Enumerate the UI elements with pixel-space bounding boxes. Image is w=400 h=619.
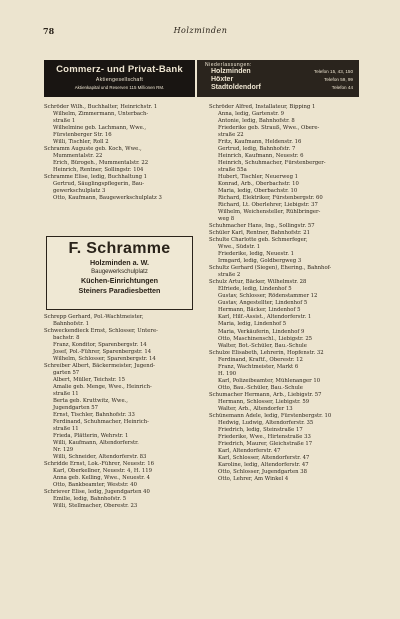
directory-entry: Wilhelm, Zimmermann, Unterbach-: [53, 111, 149, 118]
page-number: 78: [43, 26, 55, 36]
directory-entry: Jugendgarten 57: [53, 405, 99, 412]
directory-entry: Heinrich, Rentner, Sollingstr. 104: [53, 167, 144, 174]
directory-entry: Hermann, Bäcker, Lindenhof 5: [218, 307, 301, 314]
directory-entry: Wilhelmine geb. Lachmann, Wwe.,: [53, 125, 147, 132]
directory-entry: straße 2: [218, 272, 241, 279]
directory-entry: Konrad, Arb., Oberbachstr. 10: [218, 181, 299, 188]
directory-entry: Josef, Pol.-Führer, Sparenbergstr. 14: [53, 349, 152, 356]
directory-entry: Otto, Lehrer, Am Winkel 4: [218, 475, 289, 482]
directory-entry: Franz, Wachtmeister, Markt 6: [218, 363, 299, 370]
schramme-advertisement: [46, 236, 193, 310]
directory-entry: Hubert, Tischler, Neuerweg 1: [218, 174, 299, 181]
directory-entry: straße 1: [53, 118, 76, 125]
directory-entry: Schreiber Albert, Bäckermeister, Jugend-: [44, 363, 155, 370]
directory-entry: Karl, Polizeibeamter, Mühlenanger 10: [218, 377, 321, 384]
directory-entry: Schüler Karl, Rentner, Bahnhofstr. 21: [209, 230, 311, 237]
directory-entry: bachstr. 8: [53, 335, 80, 342]
directory-entry: Nr. 129: [53, 447, 74, 454]
directory-entry: Berta geb. Kruttwitz, Wwe.,: [53, 398, 128, 405]
right-column: [209, 104, 362, 483]
directory-entry: Willi, Kaufmann, Altendorferstr.: [53, 440, 139, 447]
directory-entry: Karl, Schlosser, Altendorferstr. 47: [218, 454, 310, 461]
directory-entry: Schulte Charlotte geb. Schmerfeger,: [209, 237, 308, 244]
bank-subtitle: Aktiengesellschaft: [95, 77, 144, 83]
branch-city: Holzminden: [211, 68, 251, 75]
directory-entry: Fritz, Kaufmann, Heldenstr. 16: [218, 139, 302, 146]
bank-advertisement: [44, 60, 359, 97]
directory-entry: garten 57: [53, 370, 80, 377]
page-header: [43, 26, 358, 36]
directory-entry: Karl, Oberkellner, Neuestr. 4, H. 119: [53, 468, 153, 475]
directory-entry: Friedrich, ledig, Steinstraße 17: [218, 426, 303, 433]
directory-entry: Richard, Lt. Oberlehrer, Liebigstr. 37: [218, 202, 318, 209]
directory-entry: Schramme Elise, ledig, Buchhaltung 1: [44, 174, 148, 181]
directory-entry: Willi, Tischler, Roll 2: [53, 139, 109, 146]
directory-entry: Schrepp Gerhard, Pol.-Wachtmeister,: [44, 314, 144, 320]
directory-entry: Schulz Artur, Bäcker, Wilhelmstr. 28: [209, 279, 307, 286]
branch-telephone: Telefon 15, 43, 150: [313, 69, 353, 74]
directory-entry: Ernst, Tischler, Bahnhofstr. 33: [53, 412, 135, 419]
directory-entry: straße 11: [53, 391, 79, 398]
directory-entry: Schweckendieck Ernst, Schlosser, Untere-: [44, 328, 158, 335]
directory-entry: Bahnhofstr. 1: [53, 321, 89, 328]
branch-city: Höxter: [211, 76, 234, 83]
directory-entry: Heinrich, Kaufmann, Neuestr. 6: [218, 153, 304, 160]
directory-entry: gewerkschulplatz 3: [53, 188, 106, 195]
directory-entry: Elfriede, ledig, Lindenhof 5: [218, 286, 292, 293]
directory-entry: Schuhmacher Hans, Ing., Sollingstr. 57: [209, 223, 315, 230]
directory-entry: Erich, Bürogeh., Mummentalstr. 22: [53, 160, 149, 167]
directory-entry: Amalie geb. Menge, Wwe., Heinrich-: [53, 384, 152, 391]
directory-entry: Otto, Maschinenschl., Liebigstr. 25: [218, 335, 313, 342]
directory-entry: Fürstenberger Str. 16: [53, 132, 112, 139]
directory-entry: Schriever Elise, ledig, Jugendgarten 40: [44, 489, 150, 496]
branch-row: [205, 76, 353, 84]
directory-entry: straße 22: [218, 132, 244, 139]
directory-entry: Maria, ledig, Lindenhof 5: [218, 321, 287, 328]
directory-entry: Maria, Verkäuferin, Lindenhof 9: [218, 328, 305, 335]
directory-entry: Schridde Ernst, Lok.-Führer, Neuestr. 16: [44, 461, 154, 468]
directory-entry: Walter, Bot.-Schüler, Bau.-Schule: [218, 342, 307, 349]
directory-entry: Schultz Gerhard (Siegen), Ehering., Bahnhof-: [209, 265, 332, 272]
left-column-top: [44, 104, 194, 202]
branch-city: Stadtoldendorf: [211, 84, 261, 91]
directory-entry: Frieda, Plätterin, Wehrstr. 1: [53, 433, 129, 440]
directory-entry: Anna, ledig, Gartenstr. 9: [218, 111, 284, 118]
directory-entry: Wilhelm, Weichensteller, Rühlbringer-: [218, 209, 321, 216]
directory-entry: Friederike, ledig, Neuestr. 1: [218, 251, 295, 258]
left-column-bottom: [44, 314, 194, 510]
bank-capital: Aktienkapital und Reserven 115 Millionen RM.: [74, 85, 165, 90]
directory-entry: Friedrich, Maurer, Gleichstraße 17: [218, 440, 313, 447]
directory-entry: Mummentalstr. 22: [53, 153, 103, 160]
directory-entry: Franz, Konditor, Sparenbergstr. 14: [53, 342, 147, 349]
directory-entry: Karl, Altendorferstr. 47: [218, 447, 281, 454]
directory-entry: Gustav, Angestellter, Lindenhof 5: [218, 300, 308, 307]
branches-title: Niederlassungen:: [205, 62, 252, 68]
directory-entry: Antonie, ledig, Bahnhofstr. 8: [218, 118, 295, 125]
directory-entry: Ferdinand, Kraftf., Oberestr. 12: [218, 356, 303, 363]
directory-entry: Otto, Kaufmann, Baugewerkschulplatz 3: [53, 195, 162, 202]
directory-entry: Friederike, Wwe., Hirtenstraße 33: [218, 433, 311, 440]
directory-entry: Maria, ledig, Oberbachstr. 10: [218, 188, 298, 195]
directory-entry: Richard, Elektriker, Fürstenbergstr. 60: [218, 195, 323, 202]
directory-entry: Schramm Auguste geb. Koch, Wwe.,: [44, 146, 142, 153]
ad-company-name: F. Schramme: [68, 240, 171, 257]
directory-entry: Friederike geb. Strauß, Wwe., Obere-: [218, 125, 320, 132]
directory-entry: Albert, Müller, Teichstr. 15: [53, 377, 125, 384]
directory-entry: Schumacher Hermann, Arb., Liebigstr. 57: [209, 391, 322, 398]
directory-entry: weg 8: [218, 216, 235, 223]
ad-line-beds: Steiners Paradiesbetten: [78, 286, 161, 295]
ad-street: Baugewerkschulplatz: [91, 269, 148, 275]
directory-entry: Otto, Bankbeamter, Weststr. 40: [53, 482, 138, 489]
directory-entry: Schulze Elisabeth, Lehrerin, Hopfenstr. 32: [209, 349, 324, 356]
bank-panel: [44, 60, 195, 97]
bank-name: Commerz- und Privat-Bank: [56, 64, 183, 75]
directory-entry: Gertrud, Säuglingspflegerin, Bau-: [53, 181, 145, 188]
directory-entry: Willi, Schneider, Altendorferstr. 83: [53, 454, 147, 461]
directory-entry: Schröder Wilh., Buchhalter, Heinrichstr. 1: [44, 104, 158, 110]
branch-telephone: Telefon 59, 99: [324, 77, 353, 82]
directory-entry: Karoline, ledig, Altendorferstr. 47: [218, 461, 309, 468]
directory-entry: Hedwig, Ludwig, Altendorferstr. 35: [218, 419, 314, 426]
directory-entry: Irmgard, ledig, Goldbergweg 3: [218, 258, 302, 265]
directory-entry: Gertrud, ledig, Bahnhofstr. 7: [218, 146, 296, 153]
directory-entry: Heinrich, Schuhmacher, Fürstenberger-: [218, 160, 326, 167]
branches-panel: [197, 60, 359, 97]
directory-entry: Wwe., Südstr. 1: [218, 244, 261, 251]
ad-city: Holzminden a. W.: [89, 258, 150, 267]
directory-entry: Otto, Bau.-Schüler, Bau.-Schule: [218, 384, 303, 391]
branch-row: [205, 84, 353, 92]
directory-entry: Schröder Alfred, Installateur, Bipping 1: [209, 104, 316, 110]
directory-entry: straße 55a: [218, 167, 247, 174]
running-title: Holzminden: [173, 26, 228, 35]
directory-entry: Emilie, ledig, Bahnhofstr. 5: [53, 496, 127, 503]
directory-entry: straße 11: [53, 426, 79, 433]
directory-entry: Anna geb. Kelling, Wwe., Neuestr. 4: [53, 475, 150, 482]
directory-entry: Schünemann Adele, ledig, Fürstenbergstr. 10: [209, 412, 332, 419]
ad-line-kitchens: Küchen-Einrichtungen: [80, 276, 159, 285]
directory-entry: H. 190: [218, 370, 237, 377]
directory-entry: Ferdinand, Schuhmacher, Heinrich-: [53, 419, 149, 426]
branch-telephone: Telefon 44: [331, 85, 353, 90]
directory-entry: Karl, Hilf.-Assist., Altendorferstr. 1: [218, 314, 312, 321]
directory-entry: Walter, Arb., Altendorfer 13: [218, 405, 293, 412]
directory-entry: Otto, Schlosser, Jugendgarten 38: [218, 468, 307, 475]
directory-entry: Gustav, Schlosser, Rödenstammer 12: [218, 293, 318, 300]
directory-entry: Wilhelm, Schlosser, Sparenbergstr. 14: [53, 356, 156, 363]
directory-entry: Hermann, Schlosser, Liebigstr. 59: [218, 398, 310, 405]
branch-row: [205, 68, 353, 76]
directory-entry: Willi, Stellmacher, Oberestr. 23: [53, 503, 138, 510]
